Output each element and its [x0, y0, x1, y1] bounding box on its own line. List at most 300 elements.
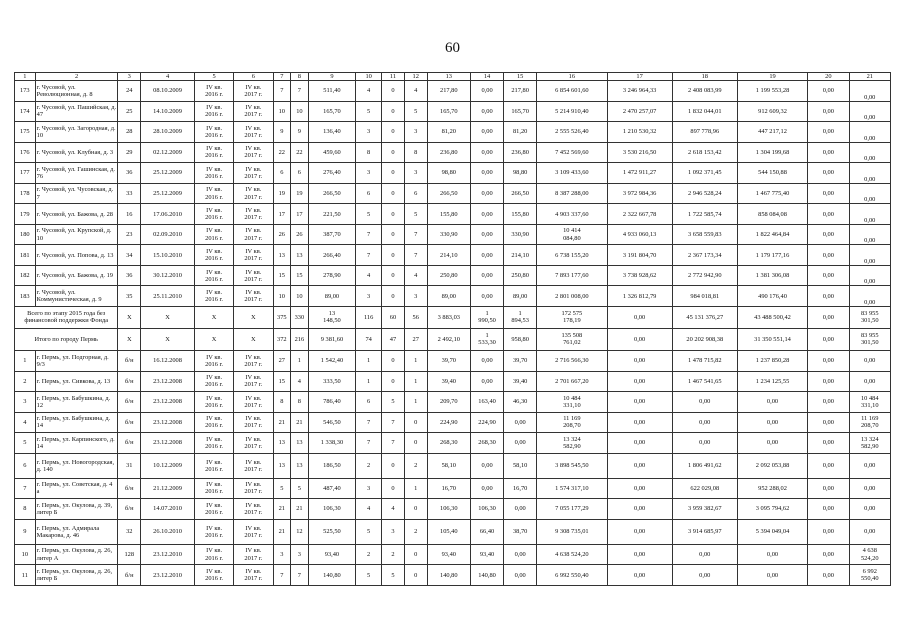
table-cell: 1 326 812,79 [607, 286, 672, 307]
table-cell: 1 990,50 [471, 306, 504, 328]
table-cell: 2 [35, 73, 118, 81]
table-cell: 6 992 550,40 [849, 565, 890, 586]
table-cell: 10.12.2009 [141, 453, 195, 478]
table-cell: 36 [118, 163, 141, 184]
table-cell: 23.12.2010 [141, 565, 195, 586]
table-cell: 0,00 [808, 265, 849, 286]
table-row [15, 412, 891, 433]
table-cell: IV кв. 2016 г. [194, 286, 233, 307]
table-cell: 186,50 [308, 453, 356, 478]
table-cell: 81,20 [427, 122, 470, 143]
table-cell: 0,00 [808, 371, 849, 392]
table-cell: X [194, 306, 233, 328]
table-cell: 0,00 [471, 101, 504, 122]
table-cell: Всего по этапу 2015 года без финансовой поддержки Фонда [15, 306, 118, 328]
table-cell: 7 [404, 245, 427, 266]
table-cell: 2 618 153,42 [672, 142, 737, 163]
table-cell: X [194, 328, 233, 350]
table-cell: 0,00 [808, 433, 849, 454]
table-cell: IV кв. 2016 г. [194, 183, 233, 204]
table-cell: IV кв. 2017 г. [234, 412, 273, 433]
table-cell: 3 898 545,50 [537, 453, 607, 478]
table-cell: IV кв. 2016 г. [194, 265, 233, 286]
table-cell: 1 [15, 351, 36, 372]
table-cell: 0,00 [849, 81, 890, 102]
table-cell: 21 [291, 499, 309, 520]
table-cell: 0,00 [808, 544, 849, 565]
table-cell: 0,00 [471, 245, 504, 266]
table-cell: 3 [404, 122, 427, 143]
table-cell: 9 [308, 73, 356, 81]
table-cell: 0 [404, 499, 427, 520]
table-cell: 14 [471, 73, 504, 81]
table-cell: 28.10.2009 [141, 122, 195, 143]
table-cell: IV кв. 2016 г. [194, 163, 233, 184]
table-cell: 3 [404, 163, 427, 184]
table-cell: 11 [15, 565, 36, 586]
table-row [15, 392, 891, 413]
data-table [14, 72, 891, 586]
table-cell: 12 [404, 73, 427, 81]
table-row [15, 351, 891, 372]
table-cell: 181 [15, 245, 36, 266]
table-cell: 2 [356, 453, 382, 478]
table-cell: 15 [291, 265, 309, 286]
table-cell: 216 [291, 328, 309, 350]
table-cell: 165,70 [504, 101, 537, 122]
table-cell: 15 [504, 73, 537, 81]
table-cell: IV кв. 2016 г. [194, 565, 233, 586]
table-cell: 1 338,30 [308, 433, 356, 454]
table-cell: 0,00 [808, 392, 849, 413]
table-cell: г. Пермь, ул. Окулова, д. 26, литер Б [35, 565, 118, 586]
table-cell: 10 414 084,80 [537, 224, 607, 245]
table-cell: IV кв. 2017 г. [234, 183, 273, 204]
table-cell: 13 [273, 245, 291, 266]
table-cell: 6 [404, 183, 427, 204]
table-cell: 0,00 [504, 412, 537, 433]
table-cell: 39,40 [427, 371, 470, 392]
table-cell: IV кв. 2017 г. [234, 433, 273, 454]
table-cell: IV кв. 2016 г. [194, 499, 233, 520]
table-cell: 0,00 [607, 544, 672, 565]
table-cell: 0 [382, 122, 405, 143]
table-cell: 58,10 [504, 453, 537, 478]
table-cell: 0,00 [808, 328, 849, 350]
table-cell: 7 [273, 565, 291, 586]
table-cell: 0,00 [607, 351, 672, 372]
table-cell: 0,00 [672, 544, 737, 565]
table-cell: г. Чусовой, ул. Гашинская, д. 76 [35, 163, 118, 184]
table-cell: 21 [849, 73, 890, 81]
table-cell: 5 394 049,04 [737, 519, 807, 544]
table-cell: 26 [291, 224, 309, 245]
table-cell: 3 246 964,33 [607, 81, 672, 102]
table-cell: 1 [404, 371, 427, 392]
table-cell: 2 716 566,30 [537, 351, 607, 372]
table-cell: 98,80 [427, 163, 470, 184]
table-cell: 163,40 [471, 392, 504, 413]
table-cell: 1 [291, 351, 309, 372]
table-cell: 0,00 [471, 163, 504, 184]
table-cell: 0 [382, 286, 405, 307]
table-cell: IV кв. 2017 г. [234, 351, 273, 372]
table-cell: 0,00 [607, 306, 672, 328]
table-cell: 7 [404, 224, 427, 245]
table-cell: 0 [382, 224, 405, 245]
table-cell: 11 169 208,70 [849, 412, 890, 433]
table-cell: 4 [356, 265, 382, 286]
table-cell: 60 [382, 306, 405, 328]
table-row [15, 499, 891, 520]
table-cell: 1 237 850,28 [737, 351, 807, 372]
table-cell: 7 [291, 565, 309, 586]
table-cell: IV кв. 2017 г. [234, 392, 273, 413]
table-cell: 0,00 [607, 328, 672, 350]
table-cell: 08.10.2009 [141, 81, 195, 102]
table-cell: IV кв. 2017 г. [234, 265, 273, 286]
table-cell: IV кв. 2017 г. [234, 245, 273, 266]
table-cell: 5 [356, 565, 382, 586]
table-cell: 3 530 216,50 [607, 142, 672, 163]
table-cell: 3 [356, 122, 382, 143]
table-cell: г. Чусовой, ул. Загородная, д. 10 [35, 122, 118, 143]
table-cell: б/н [118, 433, 141, 454]
table-cell: 0,00 [849, 351, 890, 372]
table-cell: 0,00 [672, 565, 737, 586]
table-cell: 1 533,30 [471, 328, 504, 350]
table-cell: 0,00 [471, 286, 504, 307]
table-cell: г. Чусовой, ул. Пашийская, д. 47 [35, 101, 118, 122]
table-cell: б/н [118, 392, 141, 413]
table-cell: г. Пермь, ул. Сивкова, д. 13 [35, 371, 118, 392]
table-cell: 1 478 715,82 [672, 351, 737, 372]
table-cell: 33 [118, 183, 141, 204]
table-cell: 0,00 [808, 163, 849, 184]
table-cell: 15 [273, 371, 291, 392]
table-cell: 0,00 [607, 519, 672, 544]
table-cell: 15.10.2010 [141, 245, 195, 266]
table-cell: Итого по городу Пермь [15, 328, 118, 350]
table-cell: 0,00 [808, 142, 849, 163]
table-cell: 56 [404, 306, 427, 328]
table-cell: 224,90 [427, 412, 470, 433]
table-cell: 0,00 [471, 478, 504, 499]
table-cell: 16 [118, 204, 141, 225]
table-cell: 10 [291, 101, 309, 122]
table-cell: 387,70 [308, 224, 356, 245]
table-cell: 10 [273, 286, 291, 307]
table-cell: 13 [427, 73, 470, 81]
table-cell: 0,00 [849, 453, 890, 478]
table-cell: б/н [118, 412, 141, 433]
table-cell: 9 [273, 122, 291, 143]
table-cell: 0 [382, 101, 405, 122]
table-cell: 16,70 [427, 478, 470, 499]
table-cell: 0,00 [849, 519, 890, 544]
table-cell: IV кв. 2017 г. [234, 453, 273, 478]
table-cell: IV кв. 2017 г. [234, 101, 273, 122]
table-cell: 6 [15, 453, 36, 478]
table-cell: 0,00 [808, 565, 849, 586]
table-cell: 1 [15, 73, 36, 81]
table-cell: 0 [382, 245, 405, 266]
table-cell: 0,00 [737, 544, 807, 565]
table-cell: 15 [273, 265, 291, 286]
table-cell: 26 [273, 224, 291, 245]
table-cell: 2 092 053,88 [737, 453, 807, 478]
table-cell: 176 [15, 142, 36, 163]
table-cell: X [141, 306, 195, 328]
table-cell: 0 [404, 565, 427, 586]
table-cell: 0,00 [808, 453, 849, 478]
table-cell: 98,80 [504, 163, 537, 184]
table-cell: 93,40 [427, 544, 470, 565]
page-number: 60 [445, 40, 460, 56]
table-cell: 1 304 199,68 [737, 142, 807, 163]
table-cell: 10 [356, 73, 382, 81]
table-cell: 0 [404, 544, 427, 565]
table-cell: 0 [404, 433, 427, 454]
table-cell: IV кв. 2016 г. [194, 122, 233, 143]
table-cell: 5 214 910,40 [537, 101, 607, 122]
table-cell: 10 [273, 101, 291, 122]
table-cell: 2 408 083,99 [672, 81, 737, 102]
table-cell: 89,00 [504, 286, 537, 307]
table-cell: 5 [382, 565, 405, 586]
table-cell: 83 955 301,50 [849, 328, 890, 350]
table-cell: 1 199 553,28 [737, 81, 807, 102]
table-cell: 0,00 [808, 204, 849, 225]
table-cell: 106,30 [471, 499, 504, 520]
table-cell: IV кв. 2017 г. [234, 519, 273, 544]
table-cell: 7 [356, 245, 382, 266]
table-cell: IV кв. 2016 г. [194, 142, 233, 163]
table-cell: г. Пермь, ул. Советская, д. 4 а [35, 478, 118, 499]
table-cell: 58,10 [427, 453, 470, 478]
table-cell: 0 [382, 265, 405, 286]
table-cell: 39,40 [504, 371, 537, 392]
table-cell: 155,80 [427, 204, 470, 225]
table-cell: 13 [291, 453, 309, 478]
table-cell: 3 [291, 544, 309, 565]
table-cell: IV кв. 2017 г. [234, 122, 273, 143]
table-cell: 622 029,08 [672, 478, 737, 499]
table-cell: 1 832 044,01 [672, 101, 737, 122]
table-cell: 5 [273, 478, 291, 499]
table-cell: 1 210 530,32 [607, 122, 672, 143]
table-cell: 984 018,81 [672, 286, 737, 307]
table-cell: IV кв. 2016 г. [194, 245, 233, 266]
table-cell: 3 972 984,36 [607, 183, 672, 204]
table-cell: б/н [118, 565, 141, 586]
table-header-row [15, 73, 891, 81]
table-row [15, 433, 891, 454]
table-cell: 25 [118, 101, 141, 122]
table-cell: 2 801 008,00 [537, 286, 607, 307]
table-row [15, 565, 891, 586]
table-cell: 2 322 667,78 [607, 204, 672, 225]
table-cell: г. Чусовой, ул. Бажова, д. 28 [35, 204, 118, 225]
table-cell: 0,00 [849, 371, 890, 392]
table-row [15, 183, 891, 204]
table-cell: 217,80 [504, 81, 537, 102]
table-cell: 333,50 [308, 371, 356, 392]
table-row [15, 81, 891, 102]
table-cell: 4 [15, 412, 36, 433]
table-cell: IV кв. 2016 г. [194, 544, 233, 565]
table-cell: 66,40 [471, 519, 504, 544]
table-cell: 0 [382, 163, 405, 184]
table-cell: 0,00 [607, 478, 672, 499]
table-cell: 179 [15, 204, 36, 225]
table-cell: 155,80 [504, 204, 537, 225]
table-cell: 6 854 601,60 [537, 81, 607, 102]
table-cell: 0,00 [471, 351, 504, 372]
table-cell: 46,30 [504, 392, 537, 413]
table-row [15, 519, 891, 544]
table-cell: 8 [404, 142, 427, 163]
table-cell: IV кв. 2016 г. [194, 433, 233, 454]
table-cell: 0 [382, 81, 405, 102]
table-cell: 0,00 [504, 565, 537, 586]
table-cell: 1 574 317,10 [537, 478, 607, 499]
table-cell: 3 658 559,83 [672, 224, 737, 245]
table-cell: 0,00 [808, 306, 849, 328]
table-cell: 7 [356, 433, 382, 454]
table-cell: 10 [15, 544, 36, 565]
table-cell: 31 350 551,14 [737, 328, 807, 350]
table-cell: 0,00 [607, 453, 672, 478]
table-cell: 105,40 [427, 519, 470, 544]
table-cell: IV кв. 2016 г. [194, 392, 233, 413]
table-cell: 8 [291, 392, 309, 413]
table-cell: 5 [356, 519, 382, 544]
table-cell: 0,00 [504, 544, 537, 565]
table-cell: 5 [356, 204, 382, 225]
table-cell: 1 472 911,27 [607, 163, 672, 184]
table-cell: 278,90 [308, 265, 356, 286]
table-cell: 0,00 [849, 224, 890, 245]
table-cell: 0 [382, 183, 405, 204]
table-cell: г. Пермь, ул. Адмирала Макарова, д. 46 [35, 519, 118, 544]
table-cell: 266,50 [427, 183, 470, 204]
table-cell: 183 [15, 286, 36, 307]
table-cell: 175 [15, 122, 36, 143]
table-cell: г. Чусовой, ул. Попова, д. 13 [35, 245, 118, 266]
table-cell: IV кв. 2016 г. [194, 371, 233, 392]
table-cell: 1 894,53 [504, 306, 537, 328]
table-cell: 3 [15, 392, 36, 413]
table-cell: 0,00 [849, 265, 890, 286]
table-cell: 0,00 [849, 163, 890, 184]
table-cell: 1 542,40 [308, 351, 356, 372]
table-cell: 21 [273, 499, 291, 520]
table-cell: 0,00 [808, 224, 849, 245]
table-cell: 0,00 [607, 565, 672, 586]
table-cell: 4 [291, 371, 309, 392]
table-cell: 116 [356, 306, 382, 328]
table-cell: 0 [382, 371, 405, 392]
table-cell: 25.12.2009 [141, 163, 195, 184]
table-cell: 1 234 125,55 [737, 371, 807, 392]
table-cell: 0 [382, 351, 405, 372]
table-cell: 0,00 [737, 433, 807, 454]
table-cell: 11 [382, 73, 405, 81]
table-cell: IV кв. 2016 г. [194, 412, 233, 433]
table-cell: 3 095 794,62 [737, 499, 807, 520]
table-cell: 0,00 [471, 142, 504, 163]
table-cell: IV кв. 2016 г. [194, 478, 233, 499]
table-cell: 0,00 [471, 453, 504, 478]
table-cell: 13 148,50 [308, 306, 356, 328]
table-cell: 1 722 585,74 [672, 204, 737, 225]
table-cell: б/н [118, 499, 141, 520]
table-cell: 330,90 [427, 224, 470, 245]
table-cell: 250,80 [427, 265, 470, 286]
table-cell: 6 738 155,20 [537, 245, 607, 266]
table-cell: г. Чусовой, ул. Клубная, д. 3 [35, 142, 118, 163]
table-cell: 858 084,08 [737, 204, 807, 225]
table-cell: 525,50 [308, 519, 356, 544]
table-cell: 268,30 [471, 433, 504, 454]
table-cell: г. Чусовой, ул. Коммунистическая, д. 9 [35, 286, 118, 307]
table-cell: 5 [15, 433, 36, 454]
table-cell: 21 [273, 412, 291, 433]
table-cell: 35 [118, 286, 141, 307]
table-cell: 250,80 [504, 265, 537, 286]
table-cell: 93,40 [471, 544, 504, 565]
table-cell: 8 [291, 73, 309, 81]
table-cell: 21.12.2009 [141, 478, 195, 499]
table-cell: 7 452 569,60 [537, 142, 607, 163]
table-cell: 25.12.2009 [141, 183, 195, 204]
table-row [15, 478, 891, 499]
table-cell: 5 [404, 101, 427, 122]
table-cell: 0,00 [808, 183, 849, 204]
table-cell: г. Пермь, ул. Бабушкина, д. 14 [35, 412, 118, 433]
table-cell: 1 [404, 351, 427, 372]
table-cell: 23.12.2010 [141, 544, 195, 565]
table-cell: 31 [118, 453, 141, 478]
table-cell: 3 883,03 [427, 306, 470, 328]
table-cell: 28 [118, 122, 141, 143]
table-cell: 511,40 [308, 81, 356, 102]
table-cell: 266,40 [308, 245, 356, 266]
table-cell: г. Пермь, ул. Подгорная, д. 9/3 [35, 351, 118, 372]
table-cell: 47 [382, 328, 405, 350]
table-cell: 1 467 541,65 [672, 371, 737, 392]
table-cell: 0,00 [808, 122, 849, 143]
table-cell: IV кв. 2016 г. [194, 519, 233, 544]
table-cell: 02.09.2010 [141, 224, 195, 245]
summary-row [15, 306, 891, 328]
table-cell: 0,00 [808, 519, 849, 544]
table-cell: IV кв. 2017 г. [234, 81, 273, 102]
table-cell: 0,00 [849, 204, 890, 225]
table-cell: 490 176,40 [737, 286, 807, 307]
table-cell: 2 367 173,34 [672, 245, 737, 266]
table-cell: 0,00 [808, 412, 849, 433]
table-cell: 30.12.2010 [141, 265, 195, 286]
table-cell: 0,00 [808, 101, 849, 122]
table-cell: 544 150,88 [737, 163, 807, 184]
table-cell: 0,00 [737, 565, 807, 586]
table-cell: 0,00 [471, 183, 504, 204]
table-cell: 7 [356, 224, 382, 245]
table-cell: IV кв. 2017 г. [234, 565, 273, 586]
table-cell: 2 470 257,07 [607, 101, 672, 122]
